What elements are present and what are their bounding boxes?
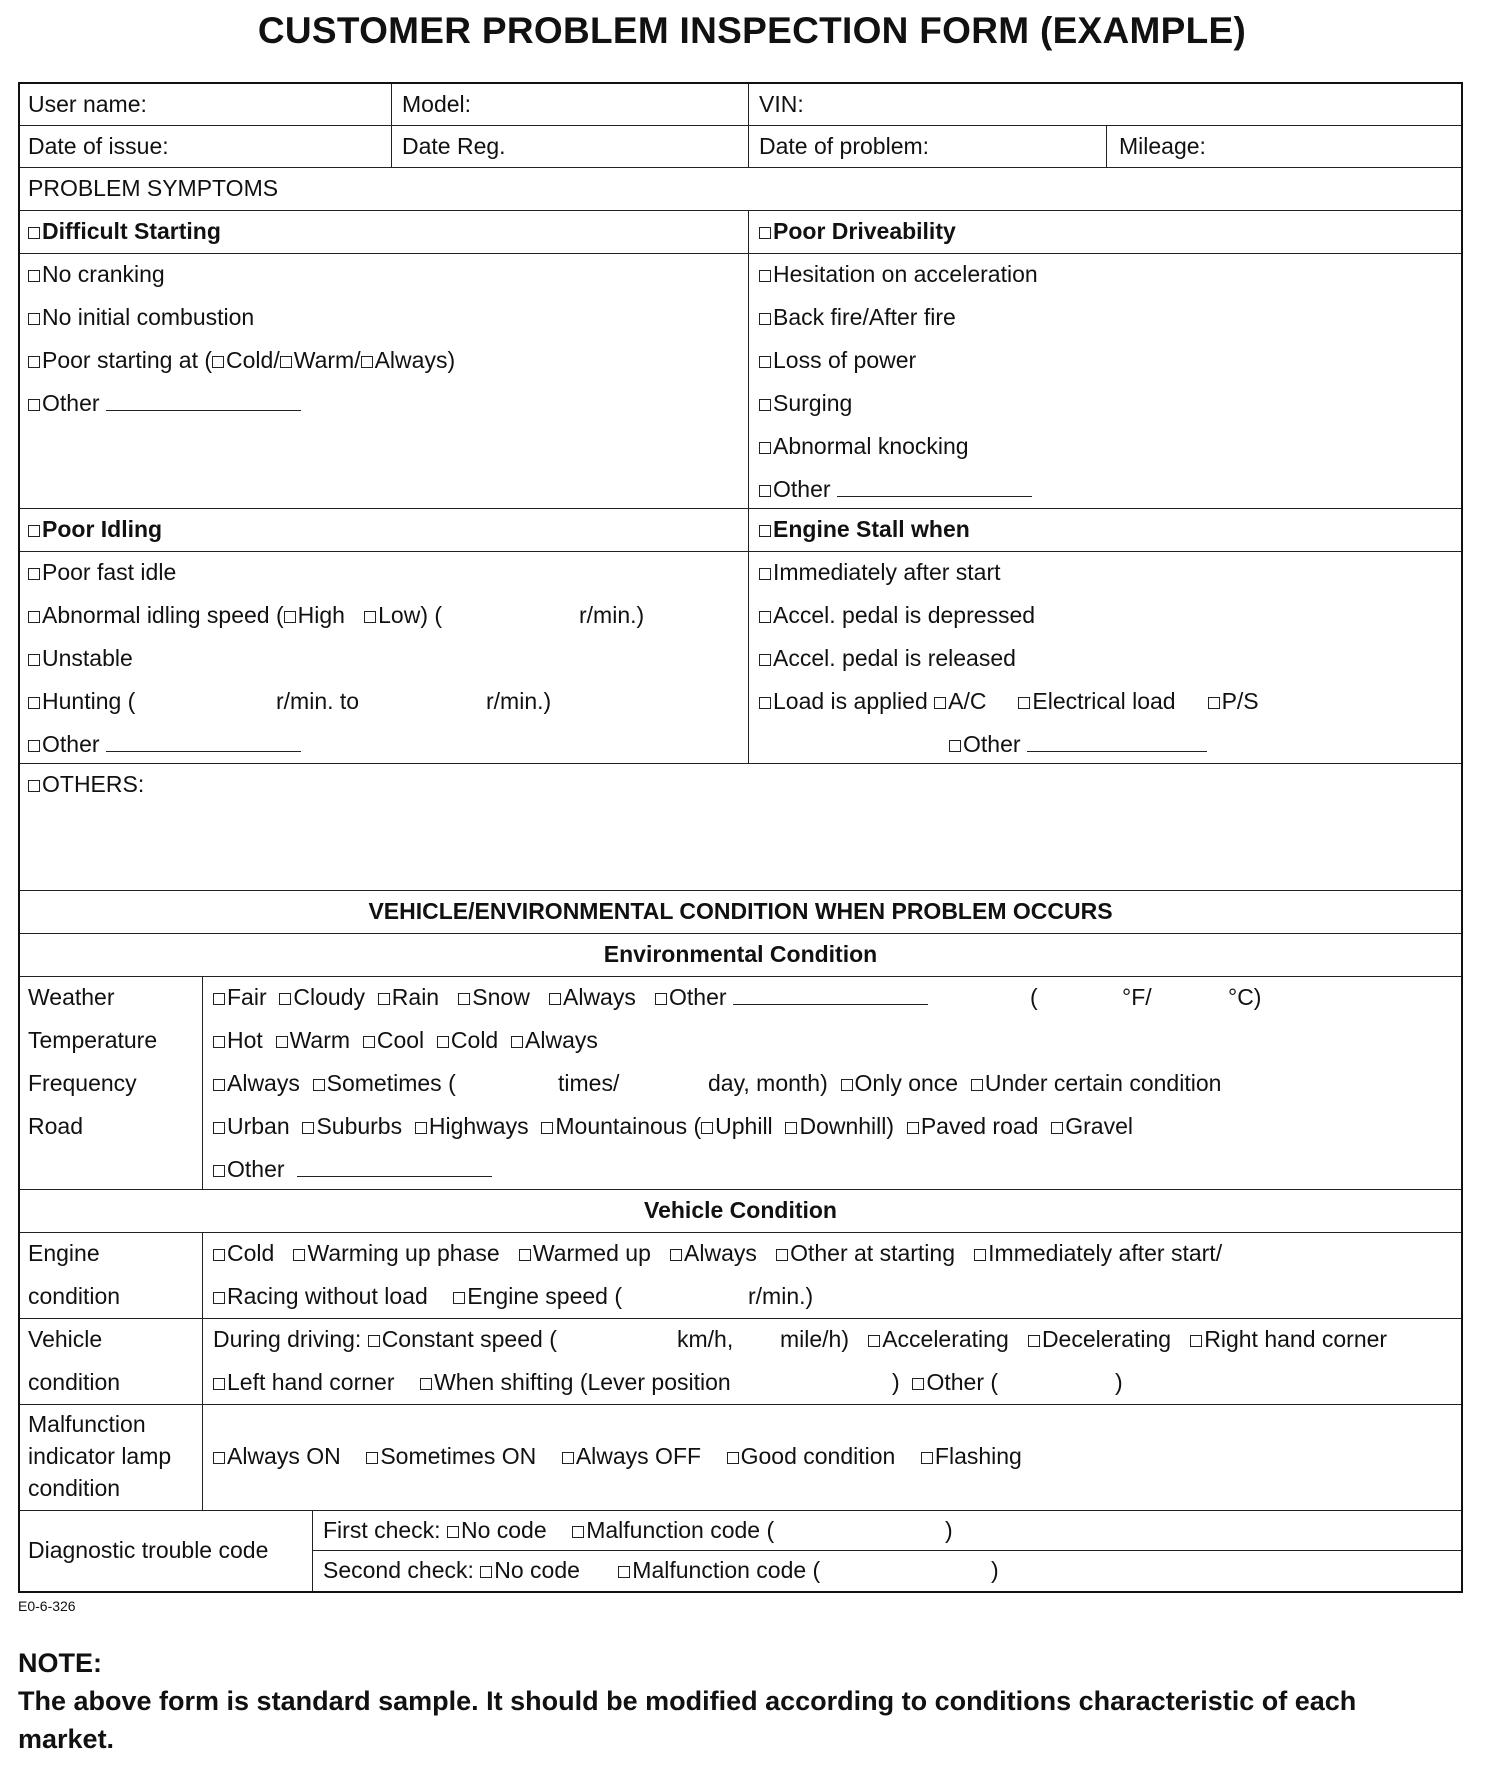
mil-condition-row xyxy=(20,1405,1461,1511)
note-line-2: market. xyxy=(18,1724,115,1754)
other-label: Other xyxy=(42,390,100,416)
gravel-option: Gravel xyxy=(1065,1113,1133,1139)
high-option: High xyxy=(297,602,345,628)
checkbox-icon[interactable] xyxy=(213,1378,225,1390)
checkbox-icon[interactable] xyxy=(420,1378,432,1390)
checkbox-icon[interactable] xyxy=(28,227,40,239)
checkbox-icon[interactable] xyxy=(912,1378,924,1390)
checkbox-icon[interactable] xyxy=(213,1122,225,1134)
checkbox-icon[interactable] xyxy=(562,1452,574,1464)
close-paren: ) xyxy=(892,1369,900,1395)
checkbox-icon[interactable] xyxy=(364,611,376,623)
checkbox-icon[interactable] xyxy=(279,993,291,1005)
accel-depressed-label: Accel. pedal is depressed xyxy=(773,602,1036,628)
abnormal-idling-label: Abnormal idling speed ( xyxy=(42,602,284,628)
dtc-row xyxy=(20,1511,1461,1591)
surging-label: Surging xyxy=(773,390,853,416)
checkbox-icon[interactable] xyxy=(1028,1335,1040,1347)
checkbox-icon[interactable] xyxy=(480,1566,492,1578)
checkbox-icon[interactable] xyxy=(759,270,771,282)
ac-option: A/C xyxy=(948,688,987,714)
malfunction-code-option: Malfunction code ( xyxy=(632,1557,821,1583)
checkbox-icon[interactable] xyxy=(519,1249,531,1261)
other-option: Other xyxy=(669,984,727,1010)
suburbs-option: Suburbs xyxy=(316,1113,403,1139)
no-initial-combustion-label: No initial combustion xyxy=(42,304,255,330)
mileage-label: Mileage: xyxy=(1119,133,1206,159)
other-label: Other xyxy=(773,476,831,502)
sometimes-option: Sometimes ( xyxy=(326,1070,456,1096)
vehicle-condition-row xyxy=(20,1319,1461,1405)
warm-option: Warm xyxy=(289,1027,351,1053)
checkbox-icon[interactable] xyxy=(868,1335,880,1347)
checkbox-icon[interactable] xyxy=(447,1526,459,1538)
checkbox-icon[interactable] xyxy=(759,611,771,623)
problem-symptoms-heading: PROBLEM SYMPTOMS xyxy=(28,175,279,201)
poor-fast-idle-label: Poor fast idle xyxy=(42,559,177,585)
checkbox-icon[interactable] xyxy=(453,1292,465,1304)
checkbox-icon[interactable] xyxy=(1208,697,1220,709)
checkbox-icon[interactable] xyxy=(361,356,373,368)
vehicle-condition-heading: Vehicle Condition xyxy=(644,1197,837,1223)
other-label: Other xyxy=(963,731,1021,757)
other-blank[interactable] xyxy=(106,733,301,752)
left-hand-corner-option: Left hand corner xyxy=(227,1369,395,1395)
cold-option: Cold/ xyxy=(226,347,280,373)
checkbox-icon[interactable] xyxy=(841,1079,853,1091)
difficult-starting-heading: Difficult Starting xyxy=(42,218,221,244)
deg-open: ( xyxy=(1030,984,1038,1010)
warmed-up-option: Warmed up xyxy=(532,1240,651,1266)
downhill-option: Downhill) xyxy=(799,1113,895,1139)
header-row-2 xyxy=(20,126,1461,168)
checkbox-icon[interactable] xyxy=(701,1122,713,1134)
checkbox-icon[interactable] xyxy=(378,993,390,1005)
others-label: OTHERS: xyxy=(42,771,145,797)
problem-symptoms-row xyxy=(20,168,1461,211)
checkbox-icon[interactable] xyxy=(759,485,771,497)
checkbox-icon[interactable] xyxy=(1018,697,1030,709)
checkbox-icon[interactable] xyxy=(28,654,40,666)
other-option: Other xyxy=(227,1156,285,1182)
accel-released-label: Accel. pedal is released xyxy=(773,645,1016,671)
certain-condition-option: Under certain condition xyxy=(984,1070,1222,1096)
rmin-unit: r/min.) xyxy=(486,688,552,714)
checkbox-icon[interactable] xyxy=(284,611,296,623)
checkbox-icon[interactable] xyxy=(213,1079,225,1091)
date-issue-label: Date of issue: xyxy=(28,133,169,159)
weather-label: Weather xyxy=(28,984,115,1010)
load-applied-label: Load is applied xyxy=(773,688,928,714)
rmin-unit: r/min.) xyxy=(748,1283,814,1309)
checkbox-icon[interactable] xyxy=(759,697,771,709)
no-code-option: No code xyxy=(460,1517,547,1543)
decelerating-option: Decelerating xyxy=(1041,1326,1172,1352)
constant-speed-option: Constant speed ( xyxy=(381,1326,557,1352)
times-unit: times/ xyxy=(558,1070,620,1096)
note-line-1: The above form is standard sample. It should be modified according to conditions characteristic of each xyxy=(18,1686,1357,1716)
hunting-label: Hunting ( xyxy=(42,688,136,714)
always-option: Always) xyxy=(374,347,456,373)
first-check-row xyxy=(313,1511,1461,1551)
always-option: Always xyxy=(227,1070,300,1096)
immediately-after-start-option: Immediately after start/ xyxy=(988,1240,1223,1266)
urban-option: Urban xyxy=(227,1113,290,1139)
checkbox-icon[interactable] xyxy=(549,993,561,1005)
second-check-label: Second check: xyxy=(323,1557,474,1583)
malfunction-code-option: Malfunction code ( xyxy=(586,1517,775,1543)
always-option: Always xyxy=(684,1240,757,1266)
engine-stall-heading: Engine Stall when xyxy=(773,516,970,542)
mil-label-3: condition xyxy=(28,1475,121,1501)
checkbox-icon[interactable] xyxy=(28,270,40,282)
checkbox-icon[interactable] xyxy=(363,1036,375,1048)
checkbox-icon[interactable] xyxy=(759,442,771,454)
checkbox-icon[interactable] xyxy=(213,1249,225,1261)
vehicle-label: Vehicle xyxy=(28,1326,103,1352)
others-row xyxy=(20,764,1461,891)
engine-condition-label: condition xyxy=(28,1283,121,1309)
other-blank[interactable] xyxy=(733,986,928,1005)
section-items-row-1 xyxy=(20,254,1461,509)
racing-option: Racing without load xyxy=(227,1283,428,1309)
kmh-unit: km/h, xyxy=(677,1326,734,1352)
checkbox-icon[interactable] xyxy=(28,697,40,709)
always-option: Always xyxy=(525,1027,598,1053)
day-month-unit: day, month) xyxy=(708,1070,828,1096)
model-label: Model: xyxy=(402,91,472,117)
hesitation-label: Hesitation on acceleration xyxy=(773,261,1038,287)
env-condition-heading: Environmental Condition xyxy=(603,941,878,967)
checkbox-icon[interactable] xyxy=(28,356,40,368)
low-option: Low) ( xyxy=(378,602,443,628)
checkbox-icon[interactable] xyxy=(213,1036,225,1048)
checkbox-icon[interactable] xyxy=(511,1036,523,1048)
checkbox-icon[interactable] xyxy=(974,1249,986,1261)
checkbox-icon[interactable] xyxy=(759,356,771,368)
other-blank[interactable] xyxy=(837,478,1032,497)
form-title: CUSTOMER PROBLEM INSPECTION FORM (EXAMPLE) xyxy=(257,10,1247,51)
hot-option: Hot xyxy=(227,1027,263,1053)
warm-option: Warm/ xyxy=(293,347,361,373)
checkbox-icon[interactable] xyxy=(28,525,40,537)
checkbox-icon[interactable] xyxy=(213,993,225,1005)
cold-option: Cold xyxy=(450,1027,499,1053)
no-cranking-label: No cranking xyxy=(42,261,165,287)
checkbox-icon[interactable] xyxy=(458,993,470,1005)
checkbox-icon[interactable] xyxy=(655,993,667,1005)
dtc-label: Diagnostic trouble code xyxy=(28,1537,269,1563)
checkbox-icon[interactable] xyxy=(759,313,771,325)
engine-speed-option: Engine speed ( xyxy=(467,1283,623,1309)
section-heading-row-1 xyxy=(20,211,1461,254)
poor-driveability-heading: Poor Driveability xyxy=(773,218,956,244)
checkbox-icon[interactable] xyxy=(971,1079,983,1091)
warming-up-option: Warming up phase xyxy=(307,1240,500,1266)
ps-option: P/S xyxy=(1221,688,1259,714)
checkbox-icon[interactable] xyxy=(276,1036,288,1048)
road-label: Road xyxy=(28,1113,83,1139)
checkbox-icon[interactable] xyxy=(934,697,946,709)
checkbox-icon[interactable] xyxy=(921,1452,933,1464)
abnormal-knocking-label: Abnormal knocking xyxy=(773,433,969,459)
checkbox-icon[interactable] xyxy=(28,611,40,623)
rmin-unit: r/min.) xyxy=(579,602,645,628)
always-on-option: Always ON xyxy=(227,1443,341,1469)
engine-label: Engine xyxy=(28,1240,100,1266)
checkbox-icon[interactable] xyxy=(415,1122,427,1134)
checkbox-icon[interactable] xyxy=(313,1079,325,1091)
date-reg-label: Date Reg. xyxy=(402,133,506,159)
close-paren: ) xyxy=(1115,1369,1123,1395)
accelerating-option: Accelerating xyxy=(882,1326,1009,1352)
checkbox-icon[interactable] xyxy=(541,1122,553,1134)
header-row-1 xyxy=(20,84,1461,126)
engine-condition-row xyxy=(20,1233,1461,1319)
flashing-option: Flashing xyxy=(934,1443,1022,1469)
always-option: Always xyxy=(563,984,636,1010)
no-code-option: No code xyxy=(494,1557,580,1583)
section-heading-row-2 xyxy=(20,509,1461,552)
inspection-form xyxy=(18,82,1463,1593)
checkbox-icon[interactable] xyxy=(280,356,292,368)
poor-idling-heading: Poor Idling xyxy=(42,516,163,542)
checkbox-icon[interactable] xyxy=(213,1452,225,1464)
checkbox-icon[interactable] xyxy=(759,568,771,580)
mil-label-2: indicator lamp xyxy=(28,1443,172,1469)
checkbox-icon[interactable] xyxy=(759,525,771,537)
checkbox-icon[interactable] xyxy=(759,227,771,239)
note-title: NOTE: xyxy=(18,1648,102,1678)
frequency-label: Frequency xyxy=(28,1070,137,1096)
checkbox-icon[interactable] xyxy=(212,356,224,368)
env-condition-heading-row xyxy=(20,934,1461,977)
always-off-option: Always OFF xyxy=(575,1443,702,1469)
other-label: Other xyxy=(42,731,100,757)
checkbox-icon[interactable] xyxy=(759,654,771,666)
checkbox-icon[interactable] xyxy=(618,1566,630,1578)
checkbox-icon[interactable] xyxy=(28,568,40,580)
mil-label-1: Malfunction xyxy=(28,1411,146,1437)
sometimes-on-option: Sometimes ON xyxy=(380,1443,537,1469)
checkbox-icon[interactable] xyxy=(213,1292,225,1304)
checkbox-icon[interactable] xyxy=(670,1249,682,1261)
rmin-to-unit: r/min. to xyxy=(276,688,360,714)
other-blank[interactable] xyxy=(1027,733,1207,752)
user-name-label: User name: xyxy=(28,91,147,117)
cool-option: Cool xyxy=(376,1027,425,1053)
checkbox-icon[interactable] xyxy=(28,740,40,752)
close-paren: ) xyxy=(945,1517,953,1543)
highways-option: Highways xyxy=(428,1113,529,1139)
loss-of-power-label: Loss of power xyxy=(773,347,917,373)
cloudy-option: Cloudy xyxy=(293,984,366,1010)
uphill-option: Uphill xyxy=(715,1113,773,1139)
immediately-after-start-label: Immediately after start xyxy=(773,559,1001,585)
other-at-starting-option: Other at starting xyxy=(790,1240,955,1266)
during-driving-label: During driving: xyxy=(213,1326,362,1352)
good-condition-option: Good condition xyxy=(740,1443,896,1469)
deg-f-unit: °F/ xyxy=(1122,984,1152,1010)
mileh-unit: mile/h) xyxy=(780,1326,850,1352)
figure-code: E0-6-326 xyxy=(18,1598,76,1614)
other-option: Other ( xyxy=(926,1369,999,1395)
vehicle-env-heading: VEHICLE/ENVIRONMENTAL CONDITION WHEN PROBLEM OCCURS xyxy=(368,898,1113,924)
when-shifting-option: When shifting (Lever position xyxy=(434,1369,731,1395)
checkbox-icon[interactable] xyxy=(776,1249,788,1261)
checkbox-icon[interactable] xyxy=(28,313,40,325)
back-fire-label: Back fire/After fire xyxy=(773,304,956,330)
checkbox-icon[interactable] xyxy=(759,399,771,411)
unstable-label: Unstable xyxy=(42,645,133,671)
rain-option: Rain xyxy=(391,984,440,1010)
checkbox-icon[interactable] xyxy=(28,399,40,411)
checkbox-icon[interactable] xyxy=(1051,1122,1063,1134)
checkbox-icon[interactable] xyxy=(28,780,40,792)
section-items-row-2 xyxy=(20,552,1461,764)
checkbox-icon[interactable] xyxy=(572,1526,584,1538)
checkbox-icon[interactable] xyxy=(213,1165,225,1177)
env-condition-row xyxy=(20,977,1461,1190)
other-blank[interactable] xyxy=(106,392,301,411)
close-paren: ) xyxy=(991,1557,999,1583)
other-blank[interactable] xyxy=(297,1158,492,1177)
electrical-load-option: Electrical load xyxy=(1032,688,1176,714)
snow-option: Snow xyxy=(472,984,530,1010)
vehicle-env-heading-row xyxy=(20,891,1461,934)
date-problem-label: Date of problem: xyxy=(759,133,930,159)
checkbox-icon[interactable] xyxy=(293,1249,305,1261)
checkbox-icon[interactable] xyxy=(1190,1335,1202,1347)
vehicle-condition-label: condition xyxy=(28,1369,121,1395)
checkbox-icon[interactable] xyxy=(949,740,961,752)
checkbox-icon[interactable] xyxy=(907,1122,919,1134)
temperature-label: Temperature xyxy=(28,1027,158,1053)
first-check-label: First check: xyxy=(323,1517,441,1543)
vin-label: VIN: xyxy=(759,91,804,117)
only-once-option: Only once xyxy=(854,1070,959,1096)
fair-option: Fair xyxy=(227,984,267,1010)
cold-option: Cold xyxy=(227,1240,275,1266)
checkbox-icon[interactable] xyxy=(437,1036,449,1048)
poor-starting-label: Poor starting at ( xyxy=(42,347,213,373)
checkbox-icon[interactable] xyxy=(727,1452,739,1464)
checkbox-icon[interactable] xyxy=(366,1452,378,1464)
right-hand-corner-option: Right hand corner xyxy=(1204,1326,1388,1352)
mountainous-option: Mountainous ( xyxy=(555,1113,702,1139)
paved-road-option: Paved road xyxy=(920,1113,1039,1139)
checkbox-icon[interactable] xyxy=(785,1122,797,1134)
checkbox-icon[interactable] xyxy=(302,1122,314,1134)
vehicle-condition-heading-row xyxy=(20,1190,1461,1233)
deg-c-unit: °C) xyxy=(1228,984,1262,1010)
checkbox-icon[interactable] xyxy=(368,1335,380,1347)
